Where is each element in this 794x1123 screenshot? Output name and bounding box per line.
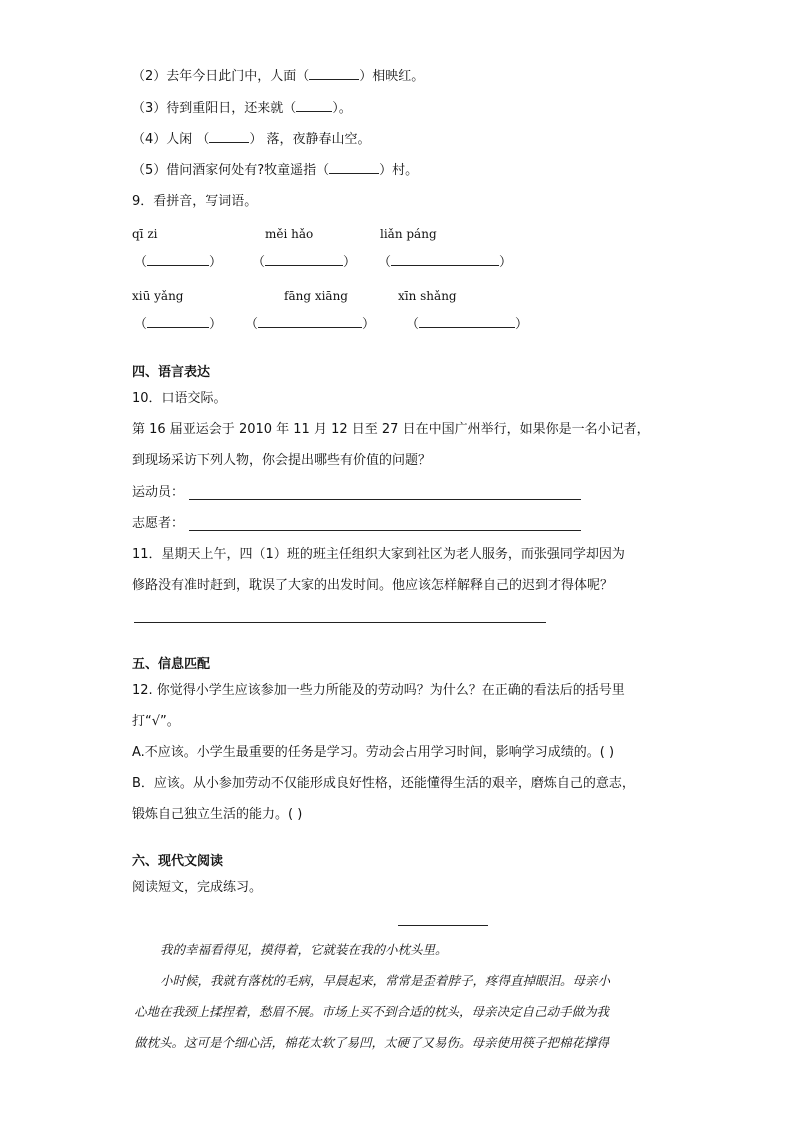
pinyin-xinshang: xīn shǎng <box>398 289 457 303</box>
passage-line-4: 做枕头。这可是个细心活，棉花太软了易凹，太硬了又易伤。母亲使用筷子把棉花撑得 <box>134 1035 610 1050</box>
q8-line-3 <box>132 99 352 118</box>
athlete-label: 运动员： <box>132 485 185 500</box>
q11-text-1: 11．星期天上午，四（1）班的班主任组织大家到社区为老人服务，而张强同学却因为 <box>132 547 625 562</box>
q8-line-2-prefix: （2）去年今日此门中，人面（ <box>132 69 310 84</box>
answer-blank[interactable] <box>419 315 515 328</box>
open-paren: （ <box>378 255 392 270</box>
answer-blank[interactable] <box>309 67 359 80</box>
answer-blank[interactable] <box>258 315 362 328</box>
reading-instruction: 阅读短文，完成练习。 <box>132 880 263 895</box>
pinyin-fangxiang: fāng xiāng <box>284 289 348 303</box>
open-paren: （ <box>134 317 148 332</box>
answer-box-meihao[interactable] <box>252 253 356 272</box>
answer-box-xinshang[interactable] <box>406 315 528 334</box>
athlete-answer-line[interactable] <box>189 499 581 500</box>
q11-answer-line[interactable] <box>134 622 546 623</box>
pinyin-xiuyang: xiū yǎng <box>132 289 184 303</box>
answer-box-qizi[interactable] <box>134 253 222 272</box>
q8-line-4 <box>132 130 371 149</box>
close-paren: ） <box>209 255 223 270</box>
answer-blank[interactable] <box>329 161 379 174</box>
passage-line-2: 小时候，我就有落枕的毛病，早晨起来，常常是歪着脖子，疼得直掉眼泪。母亲小 <box>160 973 611 988</box>
pinyin-lianpang: liǎn páng <box>380 227 437 241</box>
q8-line-5-prefix: （5）借问酒家何处有?牧童遥指（ <box>132 163 330 178</box>
answer-blank[interactable] <box>391 253 499 266</box>
answer-blank[interactable] <box>147 315 209 328</box>
q11-text-2: 修路没有准时赶到，耽误了大家的出发时间。他应该怎样解释自己的迟到才得体呢？ <box>132 578 614 593</box>
passage-line-3: 心地在我颈上揉捏着，愁眉不展。市场上买不到合适的枕头，母亲决定自己动手做为我 <box>134 1004 610 1019</box>
close-paren: ） <box>362 317 376 332</box>
q12-text-2: 打“√”。 <box>132 714 180 729</box>
q8-line-5 <box>132 161 418 180</box>
passage-line-1: 我的幸福看得见，摸得着，它就装在我的小枕头里。 <box>160 942 448 957</box>
q10-text-2: 到现场采访下列人物，你会提出哪些有价值的问题？ <box>132 453 432 468</box>
open-paren: （ <box>134 255 148 270</box>
answer-box-lianpang[interactable] <box>378 253 512 272</box>
option-a[interactable]: A.不应该。小学生最重要的任务是学习。劳动会占用学习时间，影响学习成绩的。( ) <box>132 745 615 760</box>
volunteer-answer-line[interactable] <box>189 530 581 531</box>
q12-text-1: 12. 你觉得小学生应该参加一些力所能及的劳动吗？为什么？在正确的看法后的括号里 <box>132 683 625 698</box>
q8-line-4-suffix: ） 落，夜静春山空。 <box>249 132 371 147</box>
pinyin-qizi: qī zi <box>132 227 158 241</box>
answer-blank[interactable] <box>209 130 249 143</box>
q8-line-5-suffix: ）村。 <box>379 163 419 178</box>
option-b-line-1[interactable]: B．应该。从小参加劳动不仅能形成良好性格，还能懂得生活的艰辛，磨炼自己的意志， <box>132 776 635 791</box>
option-b-line-2[interactable]: 锻炼自己独立生活的能力。( ) <box>132 807 303 822</box>
answer-blank[interactable] <box>265 253 343 266</box>
q8-line-2-suffix: ）相映红。 <box>359 69 425 84</box>
answer-box-fangxiang[interactable] <box>245 315 375 334</box>
q9-title: 9．看拼音，写词语。 <box>132 194 258 209</box>
section-5-title: 五、信息匹配 <box>132 657 211 672</box>
pinyin-meihao: měi hǎo <box>265 227 314 241</box>
q8-line-3-prefix: （3）待到重阳日，还来就（ <box>132 101 297 116</box>
answer-blank[interactable] <box>147 253 209 266</box>
q8-line-3-suffix: ）。 <box>332 101 352 116</box>
open-paren: （ <box>406 317 420 332</box>
answer-box-xiuyang[interactable] <box>134 315 222 334</box>
close-paren: ） <box>343 255 357 270</box>
open-paren: （ <box>245 317 259 332</box>
q8-line-2 <box>132 67 424 86</box>
q8-line-4-prefix: （4）人闲 （ <box>132 132 210 147</box>
close-paren: ） <box>209 317 223 332</box>
volunteer-label: 志愿者： <box>132 516 185 531</box>
section-4-title: 四、语言表达 <box>132 365 211 380</box>
answer-blank[interactable] <box>296 99 332 112</box>
section-6-title: 六、现代文阅读 <box>132 854 224 869</box>
close-paren: ） <box>515 317 529 332</box>
close-paren: ） <box>499 255 513 270</box>
open-paren: （ <box>252 255 266 270</box>
passage-title-blank[interactable] <box>398 925 488 926</box>
q10-title: 10．口语交际。 <box>132 391 227 406</box>
q10-text-1: 第 16 届亚运会于 2010 年 11 月 12 日至 27 日在中国广州举行，如果你是一名小记者， <box>132 422 650 437</box>
